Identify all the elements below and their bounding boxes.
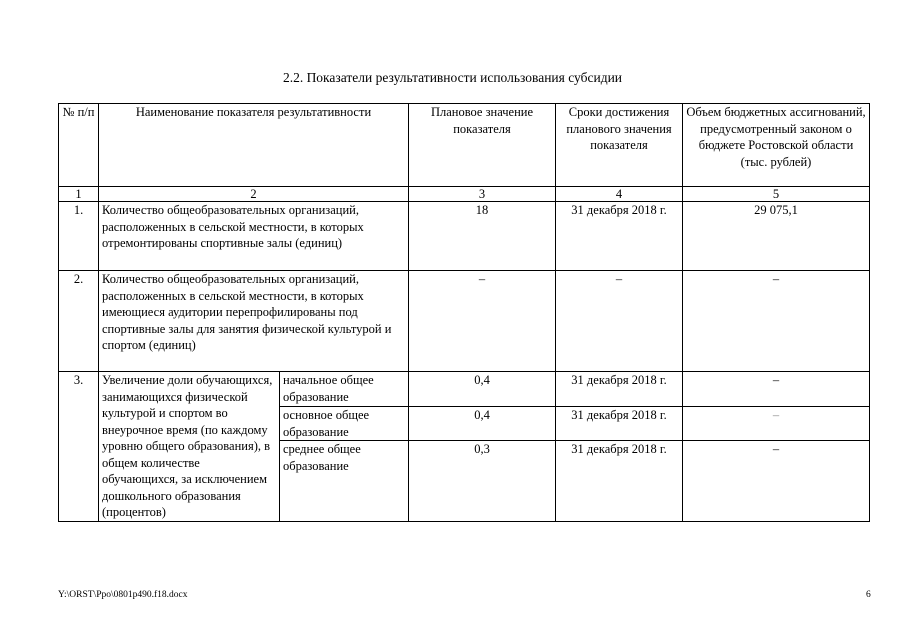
table-row [59,271,870,372]
plan-value: 18 [409,202,556,271]
col-number: 3 [409,187,556,202]
budget-value: – [683,271,870,372]
header-plan: Плановое значение показателя [409,104,556,187]
header-row [59,104,870,187]
page-number: 6 [866,590,871,600]
plan-value: 0,3 [409,441,556,522]
deadline: 31 декабря 2018 г. [556,202,683,271]
budget-value: – [683,407,870,441]
plan-value: 0,4 [409,407,556,441]
indicator-name: Увеличение доли обучающихся, занимающихся физической культурой и спортом во внеурочное время (по каждому уровню общего образования), в общем количестве обучающихся, за исключением дошкольного образования (процентов) [99,372,280,522]
file-path: Y:\ORST\Ppo\0801p490.f18.docx [58,590,188,600]
plan-value: – [409,271,556,372]
col-number: 4 [556,187,683,202]
table-row [59,372,870,407]
table-row [59,202,870,271]
col-number: 5 [683,187,870,202]
header-num: № п/п [59,104,99,187]
row-number: 3. [59,372,99,522]
plan-value: 0,4 [409,372,556,407]
row-number: 2. [59,271,99,372]
col-number: 2 [99,187,409,202]
education-level: основное общее образование [280,407,409,441]
header-name: Наименование показателя результативности [99,104,409,187]
deadline: 31 декабря 2018 г. [556,407,683,441]
deadline: – [556,271,683,372]
education-level: среднее общее образование [280,441,409,522]
indicator-name: Количество общеобразовательных организаций, расположенных в сельской местности, в которых отремонтированы спортивные залы (единиц) [99,202,409,271]
indicator-name: Количество общеобразовательных организаций, расположенных в сельской местности, в которых имеющиеся аудитории перепрофилированы под спортивные залы для занятия физической культурой и спортом (единиц) [99,271,409,372]
deadline: 31 декабря 2018 г. [556,372,683,407]
deadline: 31 декабря 2018 г. [556,441,683,522]
header-budget: Объем бюджетных ассигнований, предусмотренный законом о бюджете Ростовской области (тыс. рублей) [683,104,870,187]
row-number: 1. [59,202,99,271]
indicators-table [58,103,870,522]
header-deadline: Сроки достижения планового значения показателя [556,104,683,187]
education-level: начальное общее образование [280,372,409,407]
budget-value: – [683,441,870,522]
numbering-row [59,187,870,202]
budget-value: – [683,372,870,407]
section-title: 2.2. Показатели результативности использования субсидии [282,70,623,85]
budget-value: 29 075,1 [683,202,870,271]
col-number: 1 [59,187,99,202]
